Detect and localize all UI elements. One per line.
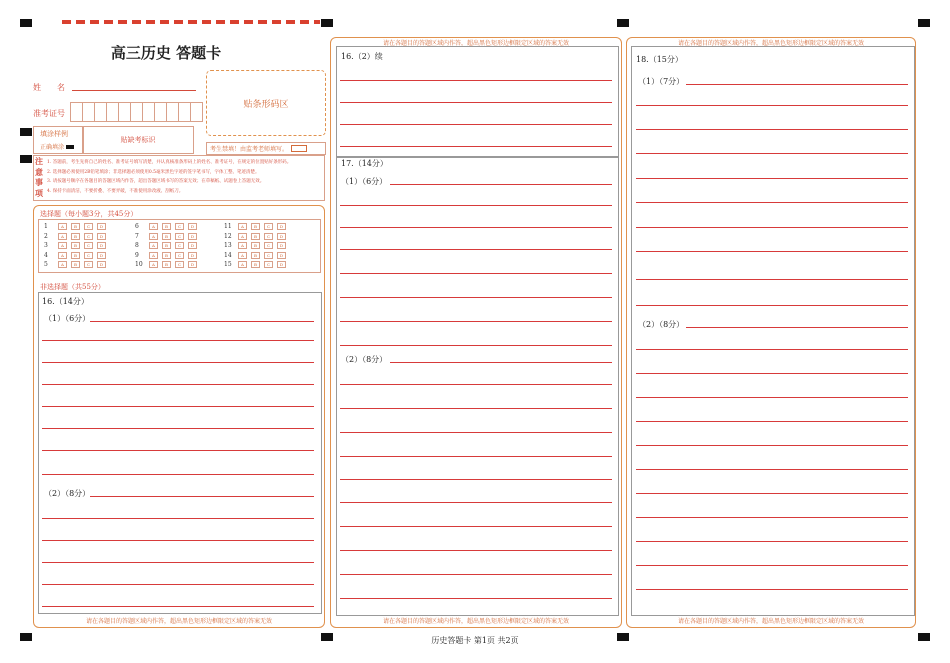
choice-number: 8 xyxy=(135,242,139,249)
choice-question-6 xyxy=(135,223,197,230)
answer-line[interactable] xyxy=(90,496,314,497)
choice-option-d[interactable]: D xyxy=(277,223,286,230)
answer-line[interactable] xyxy=(340,456,612,457)
answer-line[interactable] xyxy=(42,340,314,341)
filled-mark-icon xyxy=(66,145,74,149)
answer-line[interactable] xyxy=(340,146,612,147)
answer-line[interactable] xyxy=(686,327,908,328)
choice-option-d[interactable]: D xyxy=(188,233,197,240)
alignment-mark-ml2 xyxy=(20,155,32,163)
choice-option-a[interactable]: A xyxy=(58,223,67,230)
choice-option-c[interactable]: C xyxy=(84,252,93,259)
answer-line[interactable] xyxy=(340,273,612,274)
answer-line[interactable] xyxy=(340,479,612,480)
choice-option-d[interactable]: D xyxy=(97,233,106,240)
choice-option-c[interactable]: C xyxy=(264,223,273,230)
exam-no-label: 准考证号 xyxy=(33,109,65,118)
choice-number: 7 xyxy=(135,232,139,240)
q18-box xyxy=(631,46,915,616)
choice-option-a[interactable]: A xyxy=(238,233,247,240)
q17-title: 17.（14分） xyxy=(341,159,388,168)
answer-line[interactable] xyxy=(686,84,908,85)
missing-exam-label: 贴缺考标识 xyxy=(120,136,156,144)
answer-line[interactable] xyxy=(42,518,314,519)
choice-number: 10 xyxy=(135,261,143,268)
answer-line[interactable] xyxy=(636,227,908,228)
choice-option-a[interactable]: A xyxy=(149,233,158,240)
choice-option-c[interactable]: C xyxy=(175,223,184,230)
choice-option-d[interactable]: D xyxy=(277,233,286,240)
choice-option-b[interactable]: B xyxy=(162,261,171,268)
answer-line[interactable] xyxy=(636,373,908,374)
page-footer: 历史答题卡 第1页 共2页 xyxy=(431,636,519,645)
choice-option-d[interactable]: D xyxy=(97,223,106,230)
choice-number: 1 xyxy=(44,223,48,230)
q16-part2: （2）（8分） xyxy=(44,489,91,498)
answer-line[interactable] xyxy=(636,251,908,252)
note-item: 3. 请按题号顺序在各题目的答题区域内作答，超出答题区域书写的答案无效；在草稿纸、试题卷上答题无效。 xyxy=(47,179,265,184)
answer-line[interactable] xyxy=(42,428,314,429)
q16-cont-title: 16.（2）续 xyxy=(341,52,383,61)
choice-option-b[interactable]: B xyxy=(71,233,80,240)
note-item: 4. 保持卡面清洁，不要折叠、不要弄破，不准使用涂改液、刮纸刀。 xyxy=(47,188,184,194)
choice-option-a[interactable]: A xyxy=(149,252,158,259)
nonchoice-heading: 非选择题（共55分） xyxy=(40,283,105,291)
q17-box xyxy=(336,156,619,616)
choice-number: 15 xyxy=(224,261,232,268)
alignment-mark-tm2 xyxy=(617,19,629,27)
choice-option-d[interactable]: D xyxy=(188,261,197,268)
answer-line[interactable] xyxy=(42,474,314,475)
alignment-mark-bm xyxy=(321,633,333,641)
q17-part2: （2）（8分） xyxy=(341,355,388,364)
answer-line[interactable] xyxy=(340,297,612,298)
choice-question-4 xyxy=(44,252,106,259)
choice-option-a[interactable]: A xyxy=(58,252,67,259)
alignment-mark-ml xyxy=(20,128,32,136)
proctor-note: 考生禁填！由监考老师填写。 xyxy=(210,144,307,153)
q18-title: 18.（15分） xyxy=(636,55,683,64)
q18-part2: （2）（8分） xyxy=(638,320,685,329)
alignment-mark-br xyxy=(918,633,930,641)
answer-line[interactable] xyxy=(340,502,612,503)
answer-line[interactable] xyxy=(636,541,908,542)
answer-line[interactable] xyxy=(340,205,612,206)
choice-option-b[interactable]: B xyxy=(71,223,80,230)
choice-option-c[interactable]: C xyxy=(175,252,184,259)
choice-question-12 xyxy=(224,233,286,240)
choice-option-c[interactable]: C xyxy=(175,261,184,268)
choice-heading: 选择题（每小题3分，共45分） xyxy=(40,210,138,218)
choice-question-2 xyxy=(44,233,106,240)
answer-line[interactable] xyxy=(42,450,314,451)
choice-question-13 xyxy=(224,242,286,249)
answer-line[interactable] xyxy=(636,445,908,446)
answer-line[interactable] xyxy=(636,305,908,306)
exam-no-boxes[interactable] xyxy=(70,102,203,122)
answer-line[interactable] xyxy=(390,362,612,363)
notes-heading: 注 意 事 项 xyxy=(35,156,43,198)
answer-line[interactable] xyxy=(636,349,908,350)
answer-line[interactable] xyxy=(340,432,612,433)
choice-option-a[interactable]: A xyxy=(58,261,67,268)
answer-line[interactable] xyxy=(42,584,314,585)
choice-option-a[interactable]: A xyxy=(149,242,158,249)
choice-option-c[interactable]: C xyxy=(175,242,184,249)
choice-option-b[interactable]: B xyxy=(251,242,260,249)
barcode-area-label: 贴条形码区 xyxy=(243,100,289,110)
q18-part1: （1）（7分） xyxy=(638,77,685,86)
choice-option-a[interactable]: A xyxy=(58,233,67,240)
choice-question-3 xyxy=(44,242,106,249)
answer-line[interactable] xyxy=(636,421,908,422)
answer-line[interactable] xyxy=(636,469,908,470)
answer-line[interactable] xyxy=(42,362,314,363)
boundary-notice: 请在各题目的答题区域内作答，超出黑色矩形边框限定区域的答案无效 xyxy=(677,40,864,47)
choice-option-b[interactable]: B xyxy=(162,252,171,259)
answer-line[interactable] xyxy=(340,80,612,81)
choice-option-b[interactable]: B xyxy=(162,223,171,230)
choice-option-b[interactable]: B xyxy=(71,242,80,249)
choice-option-b[interactable]: B xyxy=(162,233,171,240)
choice-option-b[interactable]: B xyxy=(162,242,171,249)
choice-question-5 xyxy=(44,261,106,268)
choice-question-1 xyxy=(44,223,106,230)
choice-option-d[interactable]: D xyxy=(277,242,286,249)
choice-option-b[interactable]: B xyxy=(251,223,260,230)
answer-line[interactable] xyxy=(340,384,612,385)
fill-sample-label: 填涂样例 xyxy=(40,130,68,138)
choice-number: 6 xyxy=(135,223,139,230)
choice-number: 4 xyxy=(44,251,48,259)
choice-option-b[interactable]: B xyxy=(71,252,80,259)
boundary-notice: 请在各题目的答题区域内作答，超出黑色矩形边框限定区域的答案无效 xyxy=(382,40,569,47)
answer-line[interactable] xyxy=(42,540,314,541)
answer-line[interactable] xyxy=(636,129,908,130)
choice-option-a[interactable]: A xyxy=(149,261,158,268)
choice-option-d[interactable]: D xyxy=(188,223,197,230)
alignment-mark-bm2 xyxy=(617,633,629,641)
answer-line[interactable] xyxy=(636,178,908,179)
answer-line[interactable] xyxy=(340,408,612,409)
choice-question-9 xyxy=(135,252,197,259)
answer-line[interactable] xyxy=(90,321,314,322)
answer-line[interactable] xyxy=(42,606,314,607)
answer-line[interactable] xyxy=(42,562,314,563)
choice-option-c[interactable]: C xyxy=(84,261,93,268)
answer-line[interactable] xyxy=(636,202,908,203)
alignment-mark-tm xyxy=(321,19,333,27)
choice-option-a[interactable]: A xyxy=(238,223,247,230)
answer-line[interactable] xyxy=(340,124,612,125)
boundary-notice: 请在各题目的答题区域内作答，超出黑色矩形边框限定区域的答案无效 xyxy=(85,618,272,625)
choice-option-c[interactable]: C xyxy=(264,242,273,249)
choice-option-d[interactable]: D xyxy=(97,242,106,249)
fill-sample-correct: 正确填涂 xyxy=(40,142,74,151)
answer-line[interactable] xyxy=(340,227,612,228)
q17-part1: （1）（6分） xyxy=(341,177,388,186)
choice-option-d[interactable]: D xyxy=(277,261,286,268)
choice-option-c[interactable]: C xyxy=(84,233,93,240)
choice-option-c[interactable]: C xyxy=(264,252,273,259)
answer-line[interactable] xyxy=(390,184,612,185)
answer-line[interactable] xyxy=(636,589,908,590)
choice-question-15 xyxy=(224,261,286,268)
answer-line[interactable] xyxy=(42,384,314,385)
answer-line[interactable] xyxy=(340,598,612,599)
page-title: 高三历史 答题卡 xyxy=(110,44,222,62)
choice-option-c[interactable]: C xyxy=(84,242,93,249)
answer-line[interactable] xyxy=(340,249,612,250)
choice-option-b[interactable]: B xyxy=(251,261,260,268)
choice-option-a[interactable]: A xyxy=(238,261,247,268)
choice-option-d[interactable]: D xyxy=(97,261,106,268)
answer-line[interactable] xyxy=(636,397,908,398)
answer-line[interactable] xyxy=(636,153,908,154)
notes-list xyxy=(47,158,291,196)
note-item: 2. 选择题必须使用2B铅笔填涂；非选择题必须使用0.5毫米黑色字迹的签字笔书写，字体工整、笔迹清楚。 xyxy=(47,169,260,175)
choice-option-a[interactable]: A xyxy=(149,223,158,230)
name-label: 姓 名 xyxy=(33,83,65,92)
choice-option-a[interactable]: A xyxy=(238,252,247,259)
choice-option-c[interactable]: C xyxy=(175,233,184,240)
choice-option-a[interactable]: A xyxy=(58,242,67,249)
boundary-notice: 请在各题目的答题区域内作答，超出黑色矩形边框限定区域的答案无效 xyxy=(677,618,864,625)
choice-number: 11 xyxy=(224,223,232,230)
choice-question-11 xyxy=(224,223,286,230)
answer-line[interactable] xyxy=(340,102,612,103)
choice-number: 9 xyxy=(135,251,139,259)
alignment-mark-bl xyxy=(20,633,32,641)
answer-line[interactable] xyxy=(340,550,612,551)
alignment-mark-tr xyxy=(918,19,930,27)
answer-line[interactable] xyxy=(340,345,612,346)
answer-line[interactable] xyxy=(340,321,612,322)
choice-option-b[interactable]: B xyxy=(251,233,260,240)
answer-line[interactable] xyxy=(340,574,612,575)
choice-option-d[interactable]: D xyxy=(188,252,197,259)
choice-number: 3 xyxy=(44,242,48,249)
choice-question-7 xyxy=(135,233,197,240)
choice-question-14 xyxy=(224,252,286,259)
choice-number: 2 xyxy=(44,232,48,240)
choice-question-10 xyxy=(135,261,197,268)
q16-title: 16.（14分） xyxy=(42,297,89,306)
proctor-fill-box[interactable] xyxy=(291,145,307,152)
choice-number: 14 xyxy=(224,251,232,259)
name-field[interactable] xyxy=(72,90,196,91)
choice-option-d[interactable]: D xyxy=(188,242,197,249)
choice-option-c[interactable]: C xyxy=(84,223,93,230)
choice-question-8 xyxy=(135,242,197,249)
boundary-notice: 请在各题目的答题区域内作答，超出黑色矩形边框限定区域的答案无效 xyxy=(382,618,569,625)
seal-dashed-line xyxy=(62,20,320,24)
choice-option-a[interactable]: A xyxy=(238,242,247,249)
note-item: 1. 答题前，考生先将自己的姓名、准考证号填写清楚，并认真核准条形码上的姓名、准考证号，在规定的位置贴好条形码。 xyxy=(47,160,292,165)
choice-number: 12 xyxy=(224,232,232,240)
alignment-mark-tl xyxy=(20,19,32,27)
answer-line[interactable] xyxy=(340,526,612,527)
answer-line[interactable] xyxy=(42,406,314,407)
answer-line[interactable] xyxy=(636,493,908,494)
answer-line[interactable] xyxy=(636,565,908,566)
answer-line[interactable] xyxy=(636,105,908,106)
choice-option-b[interactable]: B xyxy=(251,252,260,259)
choice-number: 13 xyxy=(224,242,232,249)
choice-number: 5 xyxy=(44,261,48,268)
q16-part1: （1）（6分） xyxy=(44,314,91,323)
choice-option-b[interactable]: B xyxy=(71,261,80,268)
choice-option-c[interactable]: C xyxy=(264,233,273,240)
choice-option-c[interactable]: C xyxy=(264,261,273,268)
choice-option-d[interactable]: D xyxy=(97,252,106,259)
answer-line[interactable] xyxy=(636,517,908,518)
choice-option-d[interactable]: D xyxy=(277,252,286,259)
answer-line[interactable] xyxy=(636,279,908,280)
